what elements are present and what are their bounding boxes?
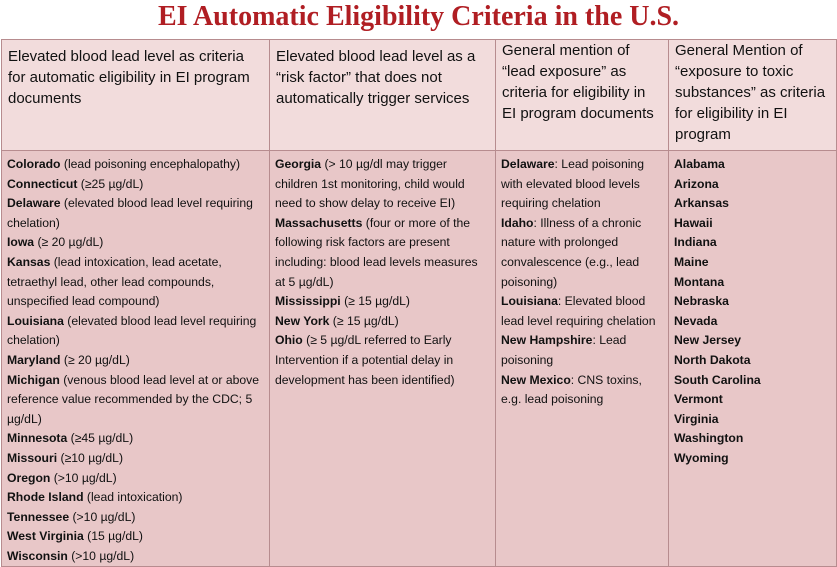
list-item <box>7 488 264 508</box>
table-header-row <box>2 40 837 151</box>
state-detail: (15 µg/dL) <box>83 529 143 544</box>
state-detail: (≥25 µg/dL) <box>77 176 144 191</box>
state-name: Iowa <box>7 235 35 250</box>
list-item <box>674 233 831 253</box>
state-detail: (elevated blood lead level requiring chelation) <box>7 313 257 348</box>
list-item <box>7 527 264 547</box>
state-name: Minnesota <box>7 431 68 446</box>
state-name: West Virginia <box>7 529 84 544</box>
state-name: Connecticut <box>7 176 78 191</box>
state-detail: : Elevated blood lead level requiring chelation <box>501 294 656 328</box>
state-name: New York <box>275 313 330 328</box>
state-name: Kansas <box>7 254 51 269</box>
state-name: Arizona <box>674 176 719 191</box>
state-detail: (>10 µg/dL) <box>69 509 136 524</box>
list-item <box>7 449 264 469</box>
state-detail: (four or more of the following risk factors are present including: blood lead levels measures at 5 µg/dL) <box>275 215 478 289</box>
state-detail: (≥ 20 µg/dL) <box>34 235 104 250</box>
state-name: Delaware <box>7 196 61 211</box>
state-detail: (lead intoxication) <box>83 490 183 505</box>
list-item <box>7 175 264 195</box>
list-item <box>674 351 831 371</box>
list-item <box>674 312 831 332</box>
state-name: Hawaii <box>674 215 713 230</box>
state-name: Delaware <box>501 157 555 171</box>
state-name: New Mexico <box>501 372 571 387</box>
column-header-toxic-substances: General Mention of “exposure to toxic substances” as criteria for eligibility in EI program <box>669 40 837 151</box>
state-name: Maryland <box>7 352 61 367</box>
state-detail: (elevated blood lead level requiring chelation) <box>7 196 253 230</box>
list-item <box>7 155 264 175</box>
list-item <box>674 371 831 391</box>
list-item <box>275 292 490 312</box>
list-item <box>501 155 663 214</box>
state-detail: (>10 µg/dL) <box>67 548 135 563</box>
list-item <box>501 331 663 370</box>
state-detail: (≥10 µg/dL) <box>57 450 124 465</box>
state-name: Montana <box>674 274 725 289</box>
column-toxic-substances <box>669 151 837 567</box>
state-name: Ohio <box>275 333 303 348</box>
state-name: Colorado <box>7 157 61 171</box>
list-item <box>7 508 264 528</box>
list-item <box>674 390 831 410</box>
list-item <box>674 331 831 351</box>
state-detail: (>10 µg/dL) <box>50 470 117 485</box>
list-item <box>7 312 264 351</box>
list-item <box>674 292 831 312</box>
list-item <box>275 155 490 214</box>
state-detail: (> 10 µg/dl may trigger children 1st monitoring, child would need to show delay to receive EI) <box>275 157 465 211</box>
list-item <box>674 194 831 214</box>
column-header-lead-exposure: General mention of “lead exposure” as criteria for eligibility in EI program documents <box>496 40 669 151</box>
list-item <box>7 253 264 312</box>
column-lead-exposure <box>496 151 669 567</box>
column-header-automatic-eligibility: Elevated blood lead level as criteria for automatic eligibility in EI program documents <box>2 40 270 151</box>
list-item <box>7 429 264 449</box>
list-item <box>275 312 490 332</box>
list-item <box>501 292 663 331</box>
criteria-table <box>1 39 837 567</box>
list-item <box>7 194 264 233</box>
state-name: Nevada <box>674 313 718 328</box>
state-detail: (≥ 15 µg/dL) <box>340 294 410 309</box>
state-name: Missouri <box>7 450 58 465</box>
state-name: Indiana <box>674 235 717 250</box>
state-name: Michigan <box>7 372 60 387</box>
state-detail: (≥ 15 µg/dL) <box>329 313 399 328</box>
state-name: Wisconsin <box>7 548 68 563</box>
state-detail: : Lead poisoning with elevated blood levels requiring chelation <box>501 157 644 211</box>
state-detail: (venous blood lead level at or above reference value recommended by the CDC; 5 µg/dL) <box>7 372 260 426</box>
list-item <box>674 253 831 273</box>
state-detail: : Lead poisoning <box>501 333 627 367</box>
state-name: Nebraska <box>674 294 729 309</box>
state-name: South Carolina <box>674 372 761 387</box>
state-name: Maine <box>674 254 709 269</box>
state-name: Georgia <box>275 157 322 171</box>
list-item <box>7 351 264 371</box>
list-item <box>7 547 264 567</box>
column-risk-factor <box>270 151 496 567</box>
list-item <box>501 371 663 410</box>
state-name: Idaho <box>501 215 534 230</box>
list-item <box>674 214 831 234</box>
state-name: Arkansas <box>674 196 729 211</box>
list-item <box>275 331 490 390</box>
column-header-risk-factor: Elevated blood lead level as a “risk factor” that does not automatically trigger services <box>270 40 496 151</box>
list-item <box>674 155 831 175</box>
state-name: Rhode Island <box>7 490 84 505</box>
state-name: Louisiana <box>501 294 558 309</box>
state-detail: (lead poisoning encephalopathy) <box>60 157 241 171</box>
state-name: New Hampshire <box>501 333 593 348</box>
state-detail: : CNS toxins, e.g. lead poisoning <box>501 372 642 407</box>
state-name: Louisiana <box>7 313 64 328</box>
state-detail: (≥ 20 µg/dL) <box>60 352 130 367</box>
state-detail: (≥ 5 µg/dL referred to Early Intervention if a potential delay in development has been identified) <box>275 333 455 387</box>
list-item <box>7 469 264 489</box>
list-item <box>7 233 264 253</box>
state-detail: (≥45 µg/dL) <box>67 431 134 446</box>
state-name: Washington <box>674 431 744 446</box>
state-detail: : Illness of a chronic nature with prolonged convalescence (e.g., lead poisoning) <box>501 215 642 289</box>
state-name: Mississippi <box>275 294 341 309</box>
list-item <box>674 429 831 449</box>
list-item <box>674 273 831 293</box>
state-name: Wyoming <box>674 450 729 465</box>
list-item <box>275 214 490 292</box>
state-detail: (lead intoxication, lead acetate, tetraethyl lead, other lead compounds, unspecified lead compound) <box>7 254 222 309</box>
state-name: Alabama <box>674 157 725 171</box>
state-name: North Dakota <box>674 352 751 367</box>
list-item <box>501 214 663 292</box>
list-item <box>674 175 831 195</box>
table-body-row <box>2 151 837 567</box>
state-name: Massachusetts <box>275 215 363 230</box>
state-name: Oregon <box>7 470 51 485</box>
state-name: Tennessee <box>7 509 70 524</box>
column-automatic-eligibility <box>2 151 270 567</box>
state-name: Vermont <box>674 392 723 407</box>
list-item <box>674 449 831 469</box>
state-name: New Jersey <box>674 333 742 348</box>
page-title: EI Automatic Eligibility Criteria in the U.S. <box>157 1 680 32</box>
list-item <box>674 410 831 430</box>
list-item <box>7 371 264 430</box>
state-name: Virginia <box>674 411 719 426</box>
